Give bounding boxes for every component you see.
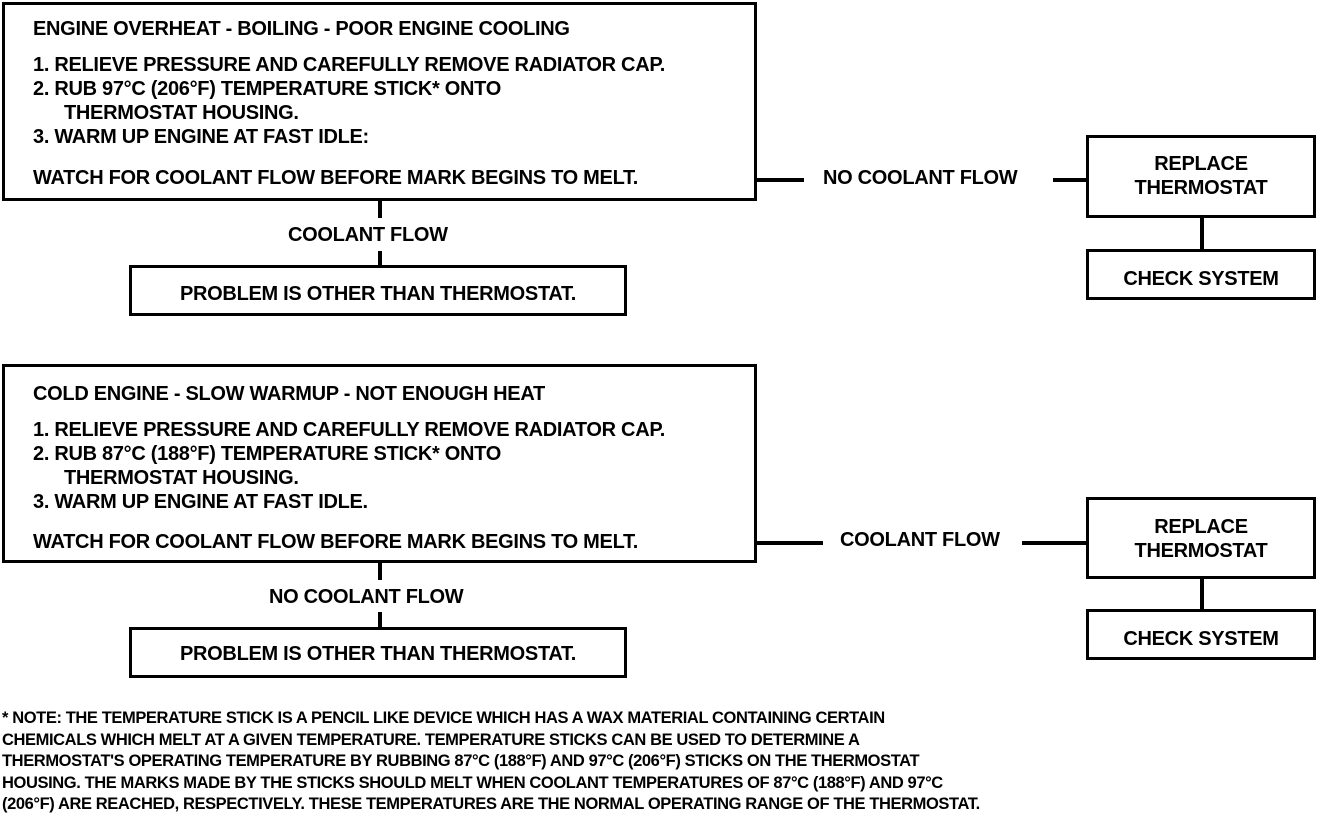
cold-engine-check-system-label: CHECK SYSTEM [1123,628,1279,650]
overheat-other-problem-label: PROBLEM IS OTHER THAN THERMOSTAT. [179,283,577,305]
cold-engine-branch-line-left [757,541,823,545]
cold-engine-step-2: 2. RUB 87°C (188°F) TEMPERATURE STICK* ONTO [33,443,501,465]
overheat-step-1: 1. RELIEVE PRESSURE AND CAREFULLY REMOVE RADIATOR CAP. [33,54,666,76]
footnote-line-4: HOUSING. THE MARKS MADE BY THE STICKS SHOULD MELT WHEN COOLANT TEMPERATURES OF 87°C (188°F) AND 97°C [2,773,943,792]
footnote-line-3: THERMOSTAT'S OPERATING TEMPERATURE BY RUBBING 87°C (188°F) AND 97°C (206°F) STICKS ON THE THERMOSTAT [2,752,920,770]
cold-engine-branch-line-right [1022,541,1088,545]
cold-engine-watch-instruction: WATCH FOR COOLANT FLOW BEFORE MARK BEGINS TO MELT. [33,531,638,553]
cold-engine-branch-label-no-flow: NO COOLANT FLOW [269,586,464,608]
cold-engine-down-line-bottom [378,612,382,627]
overheat-step-3: 3. WARM UP ENGINE AT FAST IDLE: [33,126,369,148]
overheat-step-2: 2. RUB 97°C (206°F) TEMPERATURE STICK* ONTO [33,78,501,100]
overheat-watch-instruction: WATCH FOR COOLANT FLOW BEFORE MARK BEGINS TO MELT. [33,167,638,189]
overheat-branch-label-flow: COOLANT FLOW [288,224,448,246]
overheat-replace-to-check-line [1200,218,1204,249]
cold-engine-branch-label-flow: COOLANT FLOW [840,529,1000,551]
overheat-branch-label-no-flow: NO COOLANT FLOW [823,167,1018,189]
cold-engine-replace-line-2: THERMOSTAT [1134,540,1268,562]
cold-engine-step-2-cont: THERMOSTAT HOUSING. [64,467,299,489]
temperature-stick-footnote [2,708,1322,816]
cold-engine-step-3: 3. WARM UP ENGINE AT FAST IDLE. [33,491,368,513]
overheat-check-system-label: CHECK SYSTEM [1123,268,1279,290]
cold-engine-replace-to-check-line [1200,579,1204,609]
cold-engine-title: COLD ENGINE - SLOW WARMUP - NOT ENOUGH HEAT [33,383,545,405]
overheat-down-line-top [378,201,382,218]
overheat-branch-line-left [757,178,804,182]
footnote-line-5: (206°F) ARE REACHED, RESPECTIVELY. THESE TEMPERATURES ARE THE NORMAL OPERATING RANGE OF THE THERMOSTAT. [2,795,980,813]
footnote-line-2: CHEMICALS WHICH MELT AT A GIVEN TEMPERATURE. TEMPERATURE STICKS CAN BE USED TO DETERMINE A [2,730,860,749]
overheat-title: ENGINE OVERHEAT - BOILING - POOR ENGINE COOLING [33,18,570,40]
cold-engine-other-problem-label: PROBLEM IS OTHER THAN THERMOSTAT. [179,643,577,665]
overheat-down-line-bottom [378,251,382,265]
cold-engine-down-line-top [378,563,382,580]
overheat-branch-line-right [1053,178,1088,182]
overheat-replace-line-2: THERMOSTAT [1134,177,1268,199]
overheat-step-2-cont: THERMOSTAT HOUSING. [64,102,299,124]
footnote-line-1: * NOTE: THE TEMPERATURE STICK IS A PENCIL LIKE DEVICE WHICH HAS A WAX MATERIAL CONTAINING CERTAIN [2,709,885,727]
cold-engine-step-1: 1. RELIEVE PRESSURE AND CAREFULLY REMOVE RADIATOR CAP. [33,419,666,441]
overheat-replace-line-1: REPLACE [1154,153,1248,175]
cold-engine-replace-line-1: REPLACE [1154,516,1248,538]
